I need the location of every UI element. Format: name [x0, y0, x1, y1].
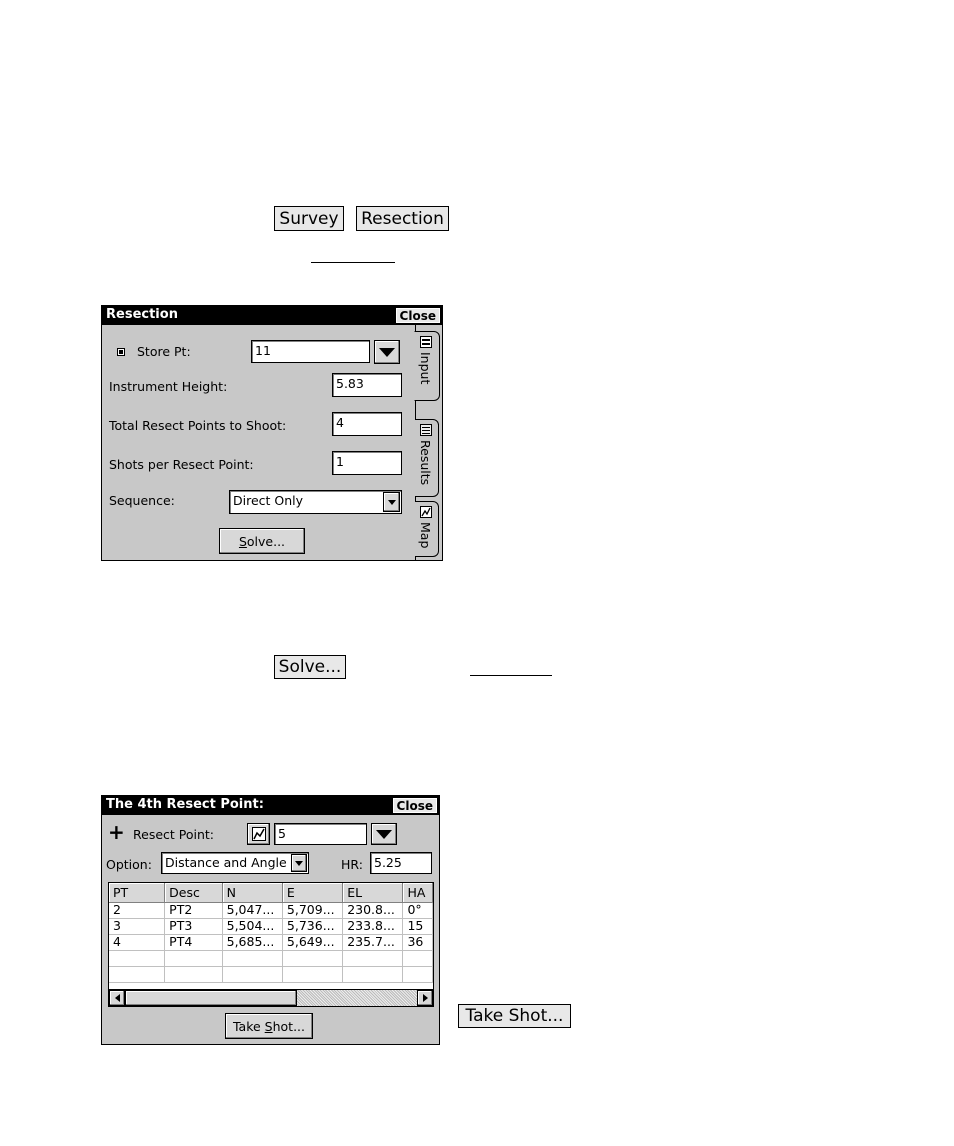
option-dropdown-button[interactable] [291, 854, 307, 872]
hr-input[interactable]: 5.25 [370, 852, 432, 874]
solve-button[interactable] [219, 528, 305, 554]
table-cell: PT2 [165, 902, 222, 918]
table-row-empty [109, 966, 433, 982]
window-title: The 4th Resect Point: [106, 797, 264, 812]
tab-input[interactable] [414, 331, 440, 401]
horizontal-scrollbar[interactable] [109, 989, 433, 1006]
table-cell: 5,504... [222, 918, 282, 934]
resection-titlebar [102, 306, 442, 325]
sequence-label: Sequence: [109, 493, 175, 508]
column-header-ha[interactable]: HA [403, 883, 433, 902]
close-button[interactable]: Close [393, 798, 437, 813]
hr-label: HR: [341, 857, 363, 872]
resect-point-window [101, 795, 440, 1045]
chevron-down-icon [295, 861, 303, 866]
tab-results[interactable] [415, 419, 439, 497]
store-pt-label: Store Pt: [137, 344, 191, 359]
resect-points-table[interactable] [108, 882, 434, 1007]
tab-map-label: Map [418, 522, 433, 549]
instrument-height-label: Instrument Height: [109, 379, 228, 394]
chevron-down-icon [379, 348, 395, 357]
solve-mnemonic: S [238, 533, 247, 549]
column-header-el[interactable]: EL [343, 883, 403, 902]
total-resect-points-input[interactable]: 4 [332, 412, 402, 436]
shots-per-point-input[interactable]: 1 [332, 451, 402, 475]
scroll-left-button[interactable] [109, 990, 125, 1006]
table-cell: 5,047... [222, 902, 282, 918]
table-cell: 5,649... [282, 934, 342, 950]
table-cell: PT4 [165, 934, 222, 950]
tab-results-label: Results [418, 440, 433, 486]
shots-per-point-label: Shots per Resect Point: [109, 457, 254, 472]
table-cell: 5,736... [282, 918, 342, 934]
table-cell: 5,709... [282, 902, 342, 918]
option-select[interactable] [161, 852, 309, 874]
table-row-empty [109, 950, 433, 966]
table-cell: 235.7... [343, 934, 403, 950]
store-pt-input[interactable]: 11 [251, 340, 370, 363]
store-pt-dropdown-button[interactable] [374, 340, 400, 364]
report-icon [420, 424, 432, 436]
chevron-down-icon [388, 500, 396, 505]
table-cell: 3 [109, 918, 165, 934]
scroll-thumb[interactable] [125, 990, 297, 1006]
table-cell: 5,685... [222, 934, 282, 950]
resect-point-label: Resect Point: [133, 827, 215, 842]
resect-point-titlebar [102, 796, 439, 815]
blank-underline [470, 675, 552, 676]
map-icon [252, 827, 266, 841]
total-resect-points-label: Total Resect Points to Shoot: [109, 418, 287, 433]
sequence-dropdown-button[interactable] [383, 492, 400, 512]
table-cell: 4 [109, 934, 165, 950]
column-header-n[interactable]: N [222, 883, 282, 902]
resect-point-input[interactable]: 5 [274, 823, 367, 845]
pick-from-map-button[interactable] [247, 823, 270, 845]
column-header-pt[interactable]: PT [109, 883, 165, 902]
side-tab-strip [415, 325, 442, 560]
table-cell: PT3 [165, 918, 222, 934]
sequence-select[interactable] [229, 490, 402, 514]
tab-map[interactable] [415, 501, 439, 557]
solve-label: olve... [246, 533, 286, 549]
take-shot-label-end: hot... [272, 1018, 306, 1034]
table-cell: 2 [109, 902, 165, 918]
table-cell: 233.8... [343, 918, 403, 934]
close-button[interactable]: Close [396, 308, 440, 323]
plus-icon: + [108, 820, 125, 844]
table-header-row [109, 883, 433, 902]
chevron-left-icon [115, 994, 120, 1002]
take-shot-label-start: Take [232, 1018, 265, 1034]
map-icon [420, 506, 432, 518]
column-header-e[interactable]: E [282, 883, 342, 902]
table-row[interactable] [109, 902, 433, 918]
tab-input-label: Input [418, 352, 433, 385]
sequence-value: Direct Only [233, 493, 304, 508]
instrument-height-input[interactable]: 5.83 [332, 373, 402, 397]
take-shot-button[interactable] [225, 1013, 313, 1039]
form-icon [420, 336, 432, 348]
table-row[interactable] [109, 934, 433, 950]
chevron-down-icon [376, 830, 392, 839]
chevron-right-icon [423, 994, 428, 1002]
resection-button[interactable]: Resection [356, 206, 449, 231]
store-pt-bullet-icon [117, 348, 125, 356]
scroll-right-button[interactable] [417, 990, 433, 1006]
blank-underline [311, 262, 395, 263]
take-shot-mnemonic: S [264, 1018, 273, 1034]
doc-take-shot-button[interactable]: Take Shot... [458, 1004, 571, 1028]
table-cell: 0° [403, 902, 433, 918]
survey-button[interactable]: Survey [274, 206, 344, 231]
column-header-desc[interactable]: Desc [165, 883, 222, 902]
table-row[interactable] [109, 918, 433, 934]
table-cell: 15 [403, 918, 433, 934]
option-value: Distance and Angle [165, 855, 287, 870]
doc-solve-button[interactable]: Solve... [274, 655, 346, 679]
table-cell: 230.8... [343, 902, 403, 918]
option-label: Option: [106, 857, 152, 872]
table-cell: 36 [403, 934, 433, 950]
resect-point-dropdown-button[interactable] [371, 823, 397, 845]
resection-window [101, 305, 443, 561]
window-title: Resection [106, 307, 178, 322]
